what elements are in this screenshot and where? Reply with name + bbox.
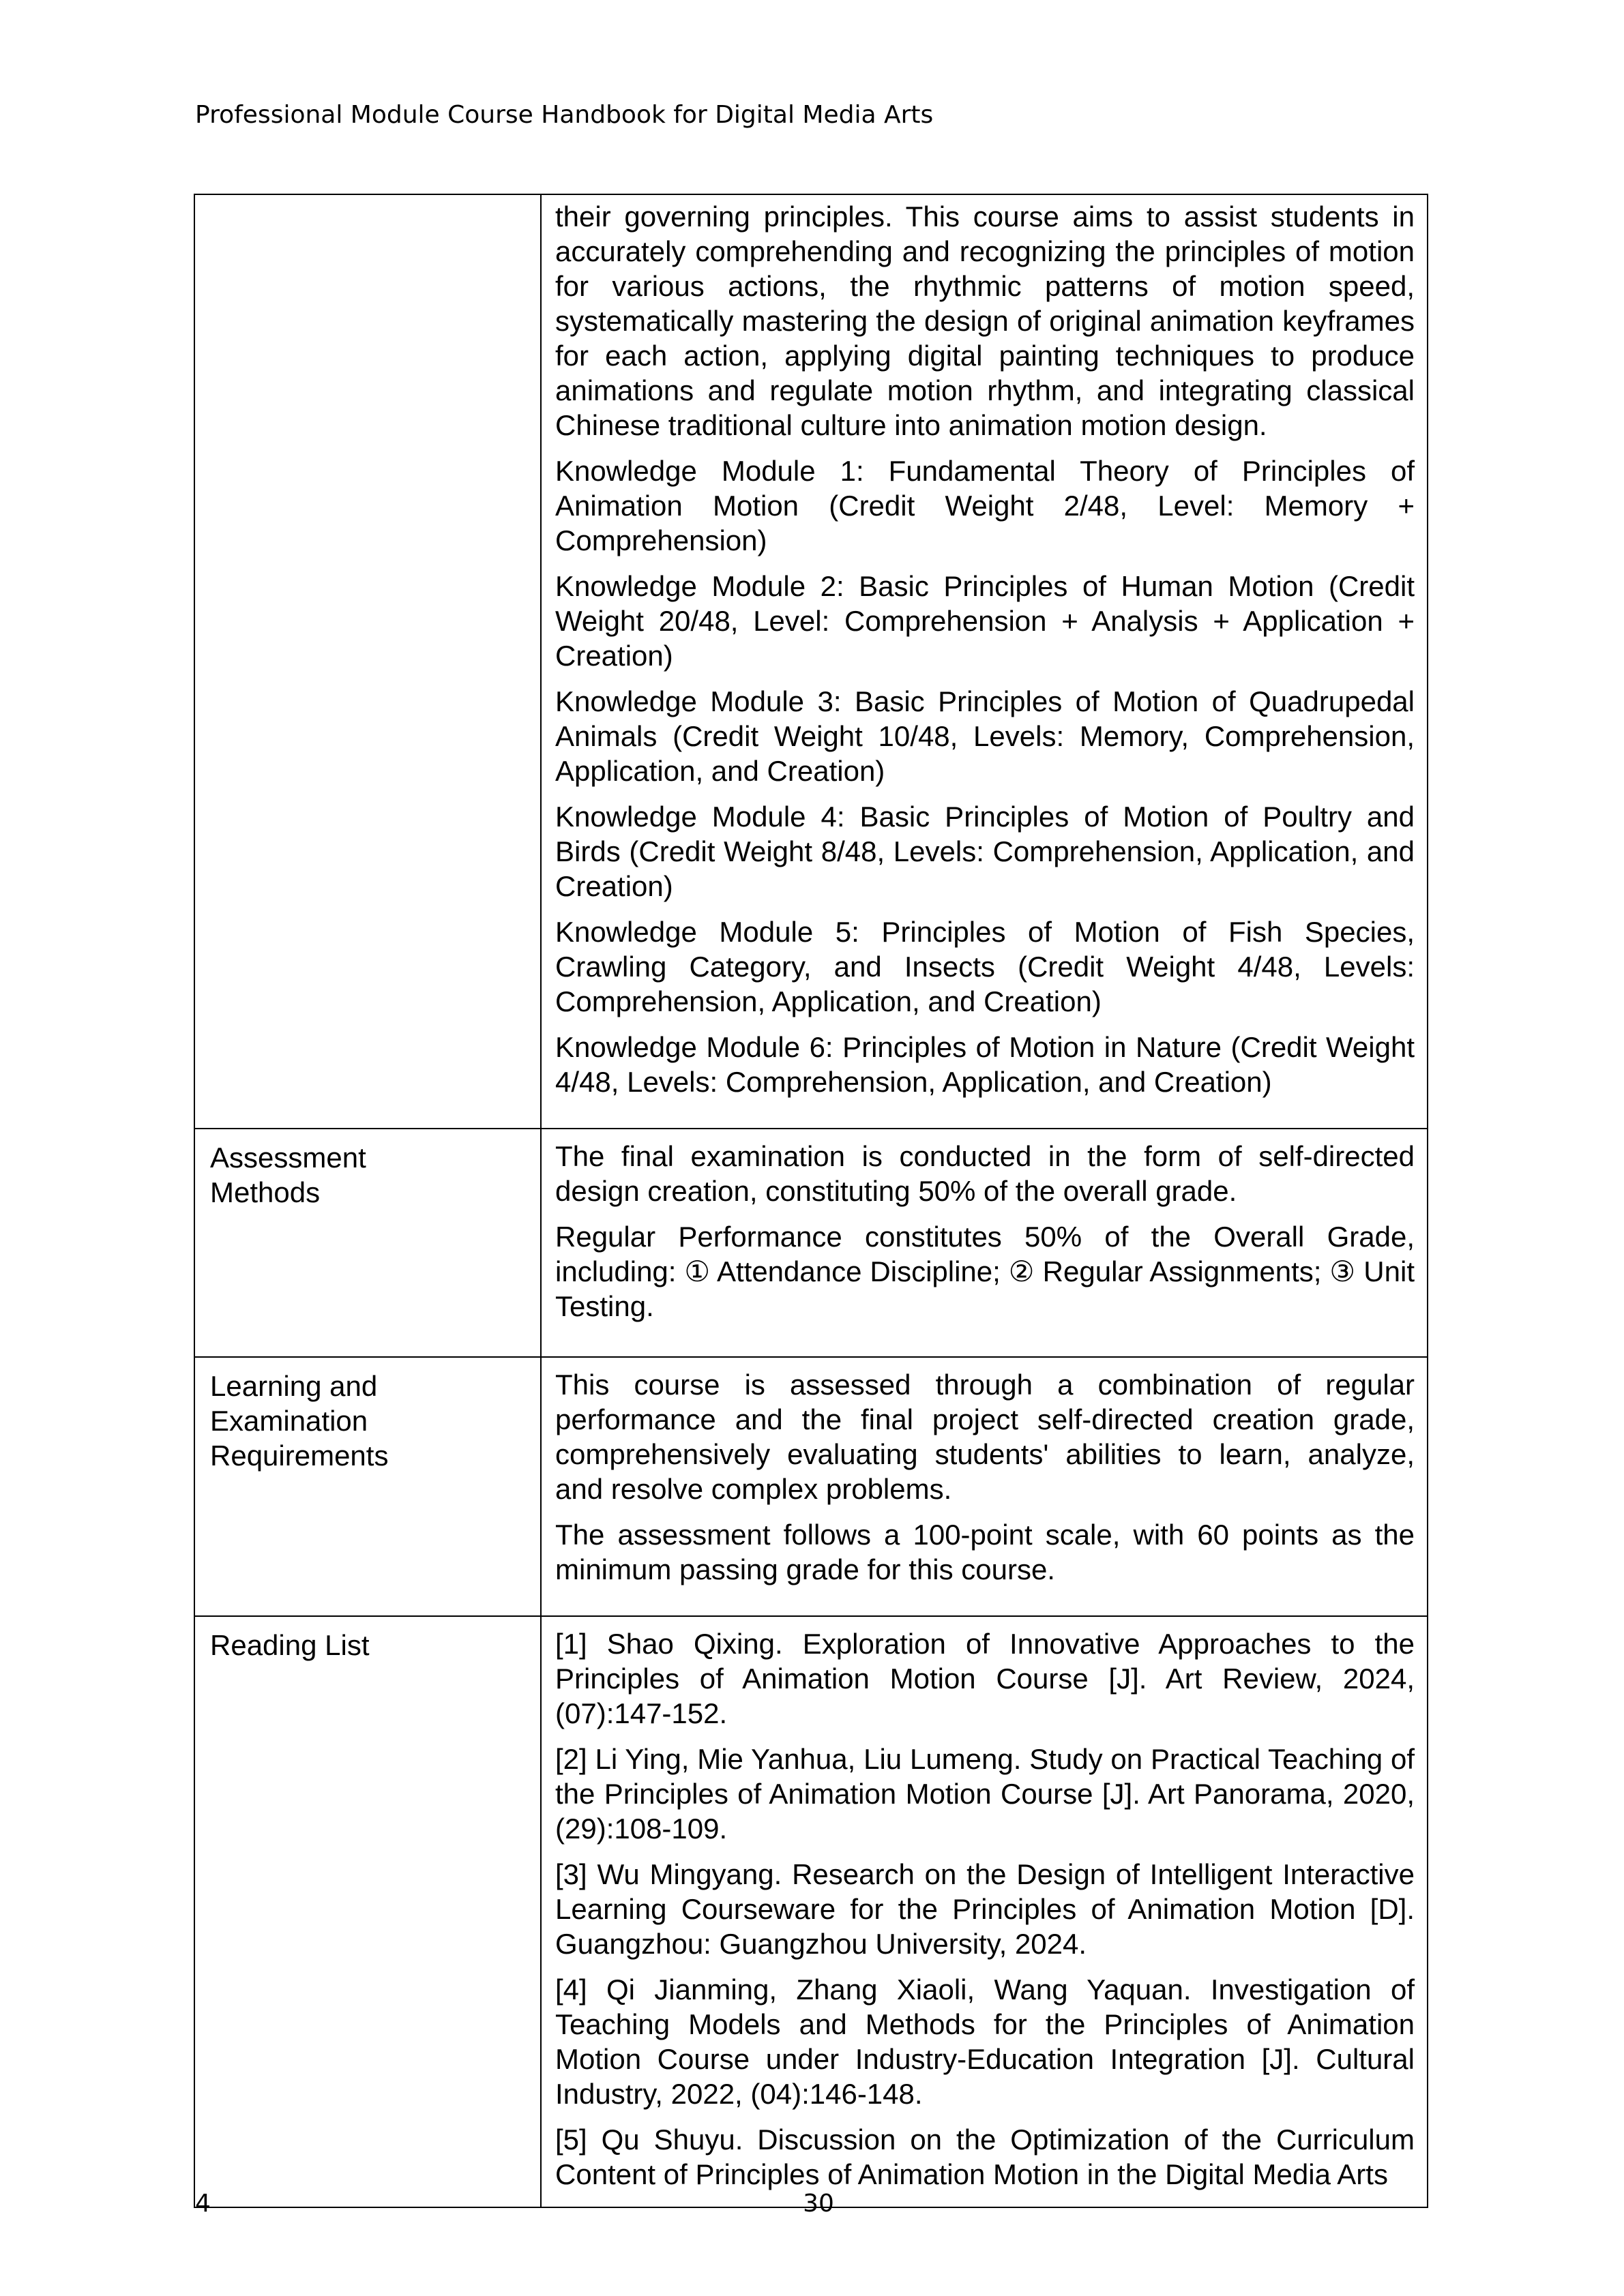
label-cell-learning-requirements [194,1357,541,1616]
footer-section-number: 4 [195,2190,211,2218]
table-row-course-content [194,194,1428,1129]
reference-4: [4] Qi Jianming, Zhang Xiaoli, Wang Yaquan. Investigation of Teaching Models and Methods for the Principles of Animation Motion Course under Industry-Education Integration [J]. Cultural Industry, 2022, (04):146-148. [555,1973,1415,2110]
knowledge-module-6: Knowledge Module 6: Principles of Motion in Nature (Credit Weight 4/48, Levels: Comprehension, Application, and Creation) [555,1031,1415,1098]
course-description-paragraph: their governing principles. This course aims to assist students in accurately comprehending and recognizing the principles of motion for various actions, the rhythmic patterns of motion speed, systematically mastering the design of original animation keyframes for each action, applying digital painting techniques to produce animations and regulate motion rhythm, and integrating classical Chinese traditional culture into animation motion design. [555,200,1415,441]
content-cell-learning-requirements [541,1357,1428,1616]
table-row-reading-list [194,1616,1428,2207]
knowledge-module-5: Knowledge Module 5: Principles of Motion of Fish Species, Crawling Category, and Insects (Credit Weight 4/48, Levels: Comprehension, Application, and Creation) [555,916,1415,1017]
row-label: Learning and Examination Requirements [210,1370,389,1472]
label-cell-empty [194,194,541,1129]
knowledge-module-4: Knowledge Module 4: Basic Principles of Motion of Poultry and Birds (Credit Weight 8/48, Levels: Comprehension, Application, and Creation) [555,801,1415,902]
row-label: Assessment Methods [210,1142,366,1208]
reference-3: [3] Wu Mingyang. Research on the Design of Intelligent Interactive Learning Courseware for the Principles of Animation Motion [D]. Guangzhou: Guangzhou University, 2024. [555,1858,1415,1960]
footer-page-number: 30 [803,2190,834,2218]
regular-performance-paragraph: Regular Performance constitutes 50% of the Overall Grade, including: ① Attendance Discipline; ② Regular Assignments; ③ Unit Testing. [555,1221,1415,1322]
label-cell-assessment-methods [194,1129,541,1357]
reference-1: [1] Shao Qixing. Exploration of Innovative Approaches to the Principles of Animation Motion Course [J]. Art Review, 2024, (07):147-152. [555,1628,1415,1729]
reference-5: [5] Qu Shuyu. Discussion on the Optimization of the Curriculum Content of Principles of Animation Motion in the Digital Media Arts [555,2123,1415,2190]
row-label: Reading List [210,1629,370,1661]
label-cell-reading-list [194,1616,541,2207]
running-header: Professional Module Course Handbook for Digital Media Arts [195,101,934,129]
grading-scale-paragraph: The assessment follows a 100-point scale, with 60 points as the minimum passing grade for this course. [555,1519,1415,1585]
content-cell-course-content [541,194,1428,1129]
content-cell-assessment-methods [541,1129,1428,1357]
content-cell-reading-list [541,1616,1428,2207]
assessment-combination-paragraph: This course is assessed through a combination of regular performance and the final project self-directed creation grade, comprehensively evaluating students' abilities to learn, analyze, and resolve complex problems. [555,1369,1415,1505]
knowledge-module-3: Knowledge Module 3: Basic Principles of Motion of Quadrupedal Animals (Credit Weight 10/48, Levels: Memory, Comprehension, Application, and Creation) [555,685,1415,787]
knowledge-module-1: Knowledge Module 1: Fundamental Theory of Principles of Animation Motion (Credit Weight 2/48, Level: Memory + Comprehension) [555,455,1415,556]
reference-2: [2] Li Ying, Mie Yanhua, Liu Lumeng. Study on Practical Teaching of the Principles of Animation Motion Course [J]. Art Panorama, 2020, (29):108-109. [555,1743,1415,1845]
table-row-assessment-methods [194,1129,1428,1357]
table-row-learning-requirements [194,1357,1428,1616]
knowledge-module-2: Knowledge Module 2: Basic Principles of Human Motion (Credit Weight 20/48, Level: Comprehension + Analysis + Application + Creation) [555,570,1415,672]
final-exam-paragraph: The final examination is conducted in the form of self-directed design creation, constituting 50% of the overall grade. [555,1140,1415,1207]
course-table [194,194,1428,2208]
